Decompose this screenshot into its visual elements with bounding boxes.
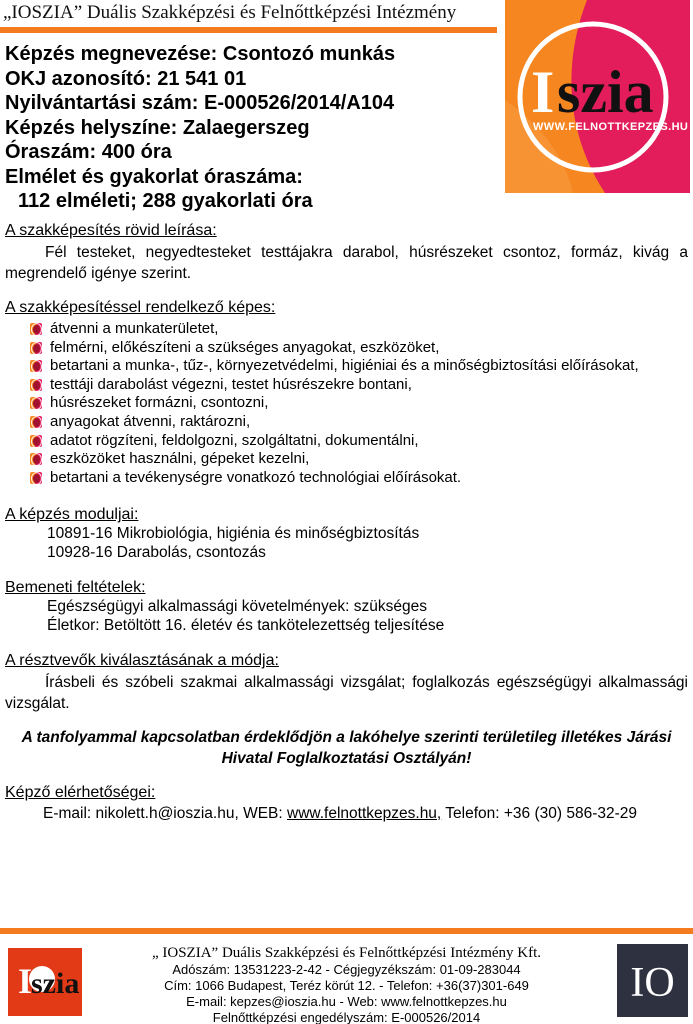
list-item-text: betartani a tevékenységre vonatkozó technológiai előírásokat. (50, 468, 462, 486)
footer-io-logo-icon (617, 944, 688, 1022)
bullet-icon (30, 472, 42, 484)
list-item (5, 413, 688, 432)
module-item: 10891-16 Mikrobiológia, higiénia és minőségbiztosítás (47, 525, 420, 543)
ioszia-logo-svg (505, 0, 690, 193)
notice-text: A tanfolyammal kapcsolatban érdeklődjön a lakóhelye szerinti területileg illetékes Járási Hivatal Foglalkoztatási Osztályán! (21, 729, 672, 768)
footer-ioszia-logo-icon (8, 948, 82, 1021)
logo-letters-szia: szia (557, 59, 654, 125)
list-item (5, 450, 688, 469)
list-item (5, 320, 688, 339)
contact-suffix: Telefon: +36 (30) 586-32-29 (441, 805, 638, 823)
footer-info-line: Cím: 1066 Budapest, Teréz körút 12. - Telefon: +36(37)301-649 (164, 978, 529, 993)
contact-prefix: E-mail: nikolett.h@ioszia.hu, WEB: (43, 805, 288, 823)
bullet-icon (30, 416, 42, 428)
ioszia-logo-icon (505, 0, 690, 193)
org-title: „IOSZIA” Duális Szakképzési és Felnőttképzési Intézmény (3, 2, 457, 23)
footer-logo-letters-szia: szia (31, 967, 80, 1000)
entry-requirement-item: Egészségügyi alkalmassági követelmények: szükséges (47, 598, 427, 616)
footer-company-name: „ IOSZIA” Duális Szakképzési és Felnőttképzési Intézmény Kft. (151, 945, 542, 961)
list-item (5, 469, 688, 488)
entry-requirement-item: Életkor: Betöltött 16. életév és tankötelezettség teljesítése (47, 617, 445, 635)
list-item (5, 432, 688, 451)
bullet-icon (30, 360, 42, 372)
bullet-icon (30, 435, 42, 447)
footer-info-block (95, 944, 598, 1024)
document-body (5, 222, 688, 824)
bullet-icon (30, 342, 42, 354)
list-item-text: felmérni, előkészíteni a szükséges anyagokat, eszközöket, (50, 338, 440, 356)
list-item-text: adatot rögzíteni, feldolgozni, szolgáltatni, dokumentálni, (50, 431, 419, 449)
description-paragraph: Fél testeket, negyedtesteket testtájakra darabol, húsrészeket csontoz, formáz, kivág a megrendelő igénye szerint. (5, 244, 688, 282)
list-item (5, 357, 688, 376)
logo-website-text: WWW.FELNOTTKEPZES.HU (533, 121, 689, 133)
section-heading-modules: A képzés moduljai: (5, 506, 139, 524)
footer-info-line: Felnőttképzési engedélyszám: E-000526/2014 (212, 1010, 481, 1024)
list-item-text: betartani a munka-, tűz-, környezetvédelmi, higiéniai és a minőségbiztosítási előírásokat, (50, 357, 639, 375)
bullet-icon (30, 379, 42, 391)
section-heading-selection: A résztvevők kiválasztásának a módja: (5, 652, 279, 670)
hours-line: Óraszám: 400 óra (5, 141, 172, 163)
capabilities-list (5, 320, 688, 487)
footer-io-logo-text: IO (630, 960, 675, 1006)
list-item (5, 376, 688, 395)
website-link[interactable]: www.felnottkepzes.hu, (287, 805, 442, 823)
contact-line (5, 804, 688, 824)
section-heading-capabilities: A szakképesítéssel rendelkező képes: (5, 299, 276, 316)
bullet-icon (30, 397, 42, 409)
list-item-text: eszközöket használni, gépeket kezelni, (50, 450, 310, 468)
theory-practice-label-line: Elmélet és gyakorlat óraszáma: (5, 165, 303, 188)
list-item-text: testtáji darabolást végezni, testet húsrészekre bontani, (50, 375, 412, 393)
section-heading-entry-requirements: Bemeneti feltételek: (5, 579, 146, 597)
list-item-text: átvenni a munkaterületet, (50, 320, 219, 337)
location-line: Képzés helyszíne: Zalaegerszeg (5, 116, 310, 139)
section-heading-description: A szakképesítés rövid leírása: (5, 222, 217, 239)
bullet-icon (30, 323, 42, 335)
theory-practice-hours-line: 112 elméleti; 288 gyakorlati óra (18, 190, 313, 212)
footer-logo-letter-i: I (18, 961, 33, 1001)
module-item: 10928-16 Darabolás, csontozás (47, 544, 266, 562)
course-name-line: Képzés megnevezése: Csontozó munkás (5, 43, 396, 65)
course-info-block (5, 42, 500, 214)
list-item (5, 339, 688, 358)
selection-paragraph: Írásbeli és szóbeli szakmai alkalmassági vizsgálat; foglalkozás egészségügyi alkalmassági vizsgálat. (5, 674, 688, 713)
footer-info-line: Adószám: 13531223-2-42 - Cégjegyzékszám: 01-09-283044 (172, 962, 521, 977)
list-item-text: anyagokat átvenni, raktározni, (50, 412, 251, 430)
header-divider (0, 27, 497, 33)
list-item-text: húsrészeket formázni, csontozni, (50, 394, 269, 412)
list-item (5, 394, 688, 413)
logo-letter-i: I (531, 59, 555, 125)
footer-info-line: E-mail: kepzes@ioszia.hu - Web: www.felnottkepzes.hu (186, 994, 507, 1009)
bullet-icon (30, 453, 42, 465)
okj-id-line: OKJ azonosító: 21 541 01 (5, 67, 247, 90)
section-heading-contact: Képző elérhetőségei: (5, 784, 156, 802)
footer-divider (0, 928, 693, 934)
registry-number-line: Nyilvántartási szám: E-000526/2014/A104 (5, 92, 395, 114)
